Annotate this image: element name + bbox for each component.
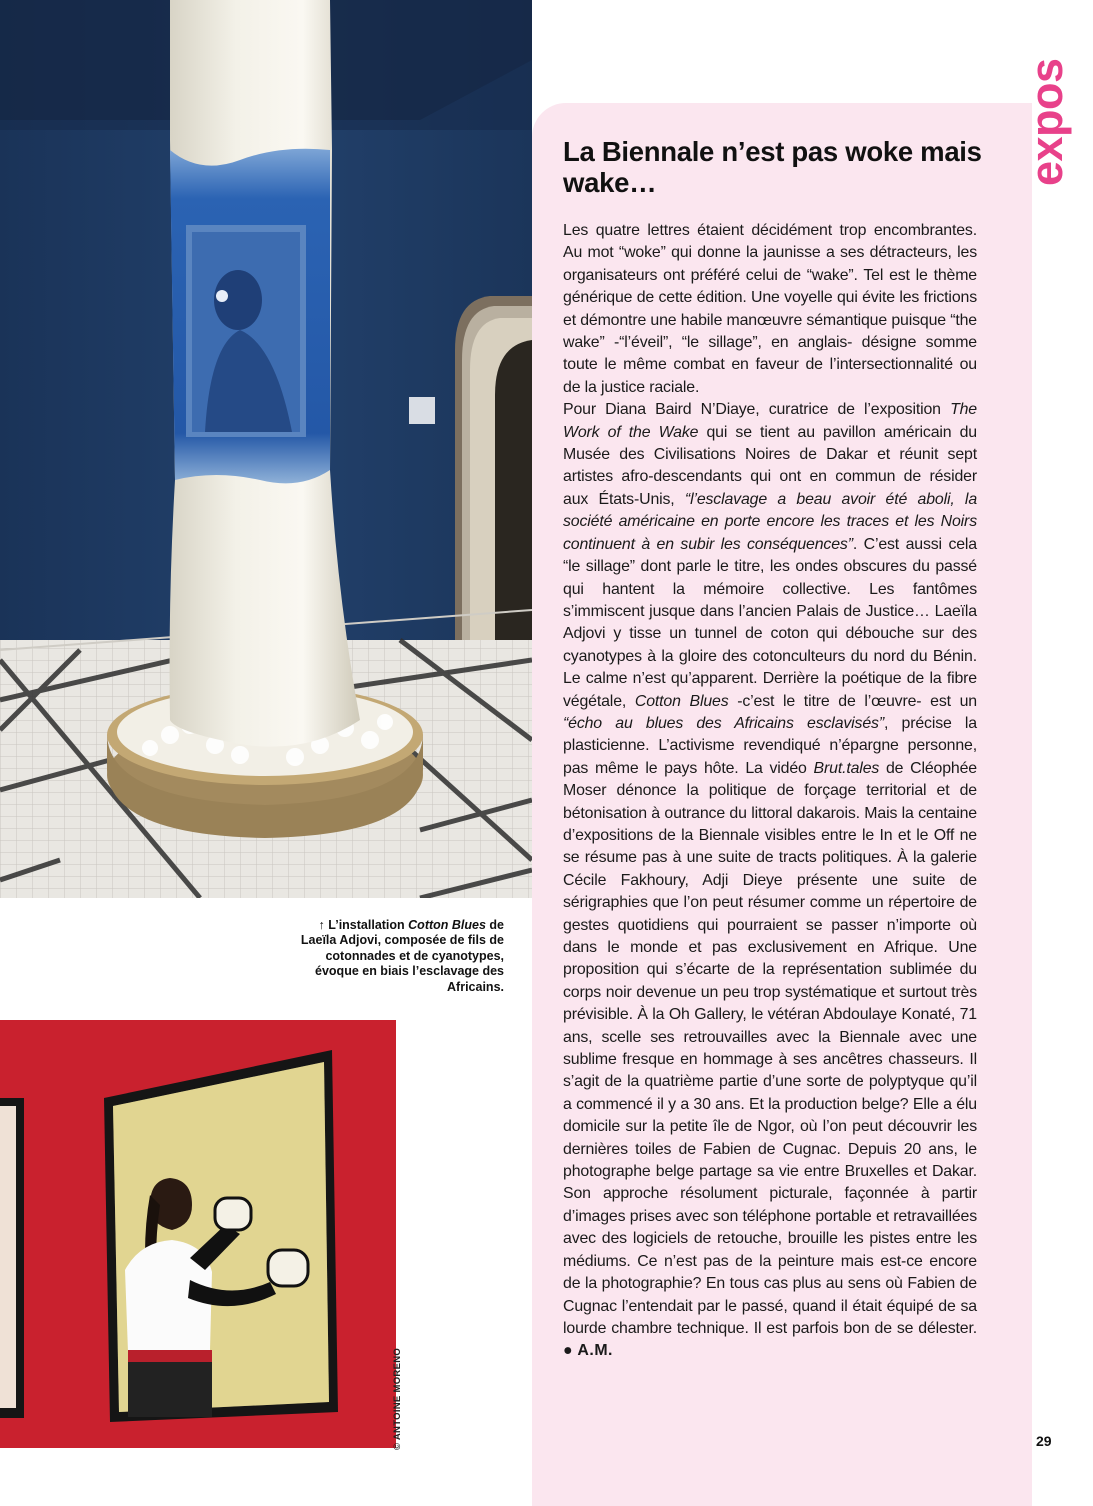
- text-span: , précise la plasticienne. L’activisme revendiqué n’épargne personne, pas même le pays hôte. La vidéo: [563, 714, 977, 777]
- text-span: -c’est le titre de l’œuvre- est un: [728, 692, 977, 710]
- article-headline: La Biennale n’est pas woke mais wake…: [563, 136, 982, 198]
- caption-text-end: de Laeïla Adjovi, composée de fils de cotonnades et de cyanotypes, évoque en biais l’esclavage des Africains.: [300, 918, 504, 994]
- artist-quote: “écho au blues des Africains esclavisés”: [563, 714, 884, 732]
- video-title: Brut.tales: [813, 759, 880, 777]
- exhibition-title: The Work of the Wake: [563, 401, 977, 441]
- installation-photo: [0, 0, 532, 898]
- section-tag: expos: [1021, 58, 1072, 186]
- curator-quote: “l’esclavage a beau avoir été aboli, la société américaine en porte encore les traces et les Noirs continuent à en subir les conséquences”: [563, 490, 978, 553]
- artwork-photo: [0, 1020, 396, 1448]
- work-title: Cotton Blues: [634, 692, 729, 710]
- caption-text-start: L’installation: [328, 918, 409, 932]
- paragraph-2: [563, 399, 977, 1362]
- page-number: 29: [1036, 1433, 1052, 1449]
- caption-work-title: Cotton Blues: [408, 918, 486, 932]
- text-span: Pour Diana Baird N’Diaye, curatrice de l’exposition: [563, 401, 951, 419]
- photo-credit: © ANTOINE MORENO: [392, 1347, 403, 1450]
- text-span: . C’est aussi cela “le sillage” dont parle le titre, les ondes obscures du passé qui hantent la mémoire collective. Les fantômes s’immiscent jusque dans l’ancien Palais de Justice… Laeïla Adjovi y tisse un tunnel de coton qui débouche sur des cyanotypes à la gloire des cotonculteurs du nord du Bénin. Le calme n’est qu’apparent. Derrière la poétique de la fibre végétale,: [563, 535, 977, 710]
- author-signature: ● A.M.: [563, 1342, 613, 1360]
- photo-caption: [290, 918, 504, 995]
- paragraph-1: Les quatre lettres étaient décidément trop encombrantes. Au mot “woke” qui donne la jaunisse a ses détracteurs, les organisateurs ont préféré celui de “wake”. Tel est le thème générique de cette édition. Une voyelle qui évite les frictions et démontre une habile manœuvre sémantique puisque “the wake” -“l’éveil”, “le sillage”, en anglais- désigne somme toute le même combat en faveur de l’intersectionnalité ou de la justice raciale.: [563, 222, 977, 396]
- text-span: de Cléophée Moser dénonce la politique de forçage territorial et de bétonisation à outrance du littoral dakarois. Mais la centaine d’expositions de la Biennale visibles entre le In et le Off ne se résume pas à une suite de tracts politiques. À la galerie Cécile Fakhoury, Adji Dieye présente une suite de sérigraphies que l’on peut résumer comme un répertoire de gestes quotidiens qui pourraient se passer n’importe où dans le monde et pas exclusivement en Afrique. Une proposition qui s’écarte de la représentation sublimée du corps noir devenue un peu trop systématique et surtout très prévisible. À la Oh Gallery, le vétéran Abdoulaye Konaté, 71 ans, scelle ses retrouvailles avec la Biennale avec une sublime fresque en hommage à ses ancêtres chasseurs. Il s’agit de la quatrième partie d’une sorte de polyptyque qu’il a commencé il y a 30 ans. Et la production belge? Elle a élu domicile sur la petite île de Ngor, où l’on peut découvrir les dernières toiles de Fabien de Cugnac. Depuis 20 ans, le photographe belge partage sa vie entre Bruxelles et Dakar. Son approche résolument picturale, façonnée à partir d’images prises avec son téléphone portable et retravaillées avec des logiciels de retouche, brouille les pistes entre les médiums. Ce n’est pas de la peinture mais est-ce encore de la photographie? En tous cas plus au sens où Fabien de Cugnac l’entendait par le passé, quand il était équipé de sa lourde chambre technique. Il est parfois bon de se délester.: [563, 759, 977, 1337]
- text-span: qui se tient au pavillon américain du Musée des Civilisations Noires de Dakar et réunit sept artistes afro-descendants qui ont en commun de résider aux États-Unis,: [563, 423, 977, 508]
- caption-arrow-icon: ↑: [318, 918, 325, 932]
- article-body: [563, 220, 977, 1363]
